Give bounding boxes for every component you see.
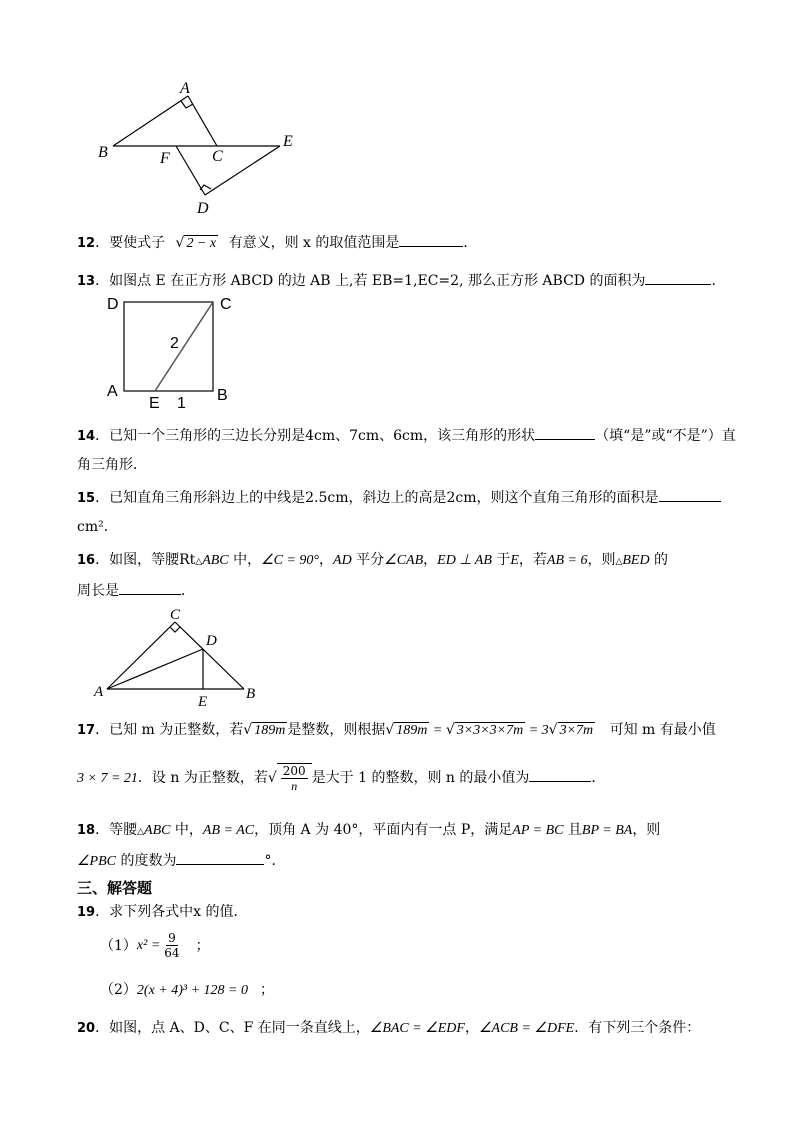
q18-math: BP = BA <box>581 823 633 838</box>
q16-text: 平分 <box>351 552 385 568</box>
question-18 <box>77 820 660 842</box>
q12-text: ．要使式子 <box>95 235 166 251</box>
question-19-part1 <box>100 931 210 960</box>
q14-text-3: 角三角形． <box>77 457 147 473</box>
question-15-line2 <box>77 517 118 537</box>
q17-math: = 3 <box>525 723 549 738</box>
question-14 <box>77 425 736 447</box>
answer-blank[interactable] <box>119 580 181 595</box>
question-number: 17 <box>77 723 96 738</box>
part-label: （2） <box>100 982 137 998</box>
question-17 <box>77 720 716 741</box>
figure-q13 <box>100 292 240 414</box>
q16-math: BED <box>622 553 650 568</box>
q18-math: ∠PBC <box>77 854 116 869</box>
section-heading: 三、解答题 <box>77 879 153 897</box>
q12-radical: √ 2 − x <box>175 235 217 251</box>
q16-text: ， <box>423 552 438 568</box>
fig16-label-d: D <box>206 633 217 649</box>
q17-radical: √ 189m <box>243 722 286 738</box>
question-18-line2 <box>77 850 285 872</box>
fig13-label-d: D <box>107 296 119 313</box>
question-16 <box>77 550 668 572</box>
q17-radical: √ 189m <box>385 722 428 738</box>
q18-text: ．等腰 <box>95 822 138 838</box>
q15-text: ．已知直角三角形斜边上的中线是2.5cm，斜边上的高是2cm，则这个直角三角形的面积是 <box>95 490 659 506</box>
fig16-label-a: A <box>94 684 104 700</box>
fig11-label-c: C <box>212 148 223 165</box>
question-14-line2 <box>77 455 147 475</box>
q17-radical: √ 3×3×3×7m <box>445 722 524 738</box>
q17-radicand: 3×7m <box>559 723 594 738</box>
question-number: 16 <box>77 553 96 568</box>
fig11-label-d: D <box>197 200 209 217</box>
q20-text: ．如图，点 A、D、C、F 在同一条直线上， <box>95 1020 370 1036</box>
triangle-symbol: △ <box>137 827 145 837</box>
q18-math: AP = BC <box>512 823 564 838</box>
fig16-label-e: E <box>198 694 208 710</box>
fig11-label-f: F <box>160 150 170 167</box>
q20-math: ∠ACB = ∠DFE <box>478 1021 575 1036</box>
q16-text: ， <box>319 552 334 568</box>
q19-frac-denominator: 64 <box>164 946 180 960</box>
answer-blank[interactable] <box>529 767 591 782</box>
question-number: 12 <box>77 236 96 251</box>
q19-math: x² = <box>136 937 161 953</box>
q15-unit: cm²． <box>77 519 118 535</box>
q17-radical-fraction: √ $\frac{200}{n}$ <box>268 763 312 793</box>
question-15 <box>77 487 721 509</box>
q16-math: ABC <box>202 553 229 568</box>
question-17-line2 <box>77 763 605 793</box>
q18-text: 的度数为 <box>116 853 177 869</box>
fig11-line-fd <box>176 146 205 195</box>
q17-radical: √ 3×7m <box>548 722 594 738</box>
fig13-label-c: C <box>220 296 232 313</box>
q12-text-2: 有意义，则 x 的取值范围是 <box>228 235 400 251</box>
q17-text: 可知 m 有最小值 <box>609 722 716 738</box>
question-12 <box>77 232 477 254</box>
q13-text: ．如图点 E 在正方形 ABCD 的边 AB 上,若 EB=1,EC=2, 那么正方形 ABCD 的面积为 <box>95 273 646 289</box>
question-number: 20 <box>77 1021 96 1036</box>
fig16-right-angle-c <box>170 627 180 632</box>
q19-text: ．求下列各式中x 的值． <box>95 904 248 920</box>
fig13-square <box>124 302 213 391</box>
fig11-label-e: E <box>283 133 293 150</box>
q18-text: 中， <box>170 822 203 838</box>
q12-end: ． <box>463 235 478 251</box>
question-13 <box>77 270 716 292</box>
fig13-label-e: E <box>149 395 160 412</box>
q18-text: ，则 <box>632 822 661 838</box>
q17-frac-denominator: n <box>291 779 298 793</box>
figure-q11 <box>90 75 310 220</box>
q16-text: 的 <box>649 552 669 568</box>
q16-text: 于 <box>491 552 511 568</box>
q20-math: ∠BAC = ∠EDF <box>369 1021 465 1036</box>
q16-math: ∠CAB <box>384 553 424 568</box>
q17-math: 3 × 7 = 21 <box>77 771 138 786</box>
question-number: 18 <box>77 823 96 838</box>
q17-text: 是整数，则根据 <box>287 722 386 738</box>
q17-text: ．设 n 为正整数，若 <box>137 770 268 786</box>
q17-end: ． <box>591 770 606 786</box>
question-16-line2 <box>77 580 195 601</box>
q17-text: ．已知 m 为正整数，若 <box>95 722 244 738</box>
q18-text: ，顶角 A 为 40°，平面内有一点 P，满足 <box>254 822 513 838</box>
fig16-label-b: B <box>246 686 256 702</box>
question-number: 19 <box>77 905 96 920</box>
q17-radicand: 189m <box>254 723 286 738</box>
figure-q16 <box>90 606 270 711</box>
q16-math: AD <box>333 553 352 568</box>
fig11-label-b: B <box>98 144 108 161</box>
q17-radicand: 3×3×3×7m <box>456 723 524 738</box>
q18-math: ABC <box>144 823 171 838</box>
answer-blank[interactable] <box>176 850 264 865</box>
q14-text: ．已知一个三角形的三边长分别是4cm、7cm、6cm，该三角形的形状 <box>95 428 536 444</box>
q16-math: AB = 6 <box>546 553 588 568</box>
answer-blank[interactable] <box>645 270 711 285</box>
question-19 <box>77 902 247 923</box>
q19-end: ； <box>260 982 274 998</box>
q17-math: = <box>429 723 446 738</box>
fig11-line-ba <box>113 96 188 146</box>
q18-math: AB = AC <box>202 823 255 838</box>
fig13-length-ec: 2 <box>170 335 179 352</box>
q20-text: ， <box>464 1020 479 1036</box>
q12-radicand: 2 − x <box>186 236 217 251</box>
q19-math: 2(x + 4)³ + 128 = 0 <box>136 983 248 998</box>
fig13-segment-ec <box>155 302 213 391</box>
q16-math: ED ⊥ AB <box>437 553 492 568</box>
q16-text: 周长是 <box>77 583 119 599</box>
q18-text: 且 <box>563 822 582 838</box>
fig11-label-a: A <box>180 80 190 97</box>
q16-end: ． <box>181 583 195 599</box>
triangle-symbol: △ <box>615 557 623 567</box>
fig13-label-b: B <box>217 387 228 404</box>
q16-math: ∠C = 90° <box>261 553 320 568</box>
q17-text: 是大于 1 的整数，则 n 的最小值为 <box>311 770 530 786</box>
q14-text-2: （填“是”或“不是”）直 <box>595 428 736 444</box>
triangle-symbol: △ <box>195 557 203 567</box>
answer-blank[interactable] <box>399 232 463 247</box>
q16-text: ，若 <box>518 552 547 568</box>
q16-math: E <box>510 553 519 568</box>
fig13-label-a: A <box>107 383 118 400</box>
question-number: 13 <box>77 274 96 289</box>
q16-text: ．如图，等腰Rt <box>95 552 196 568</box>
question-number: 15 <box>77 491 96 506</box>
fig16-line-ad <box>107 649 203 689</box>
q18-end: °． <box>264 853 286 869</box>
question-number: 14 <box>77 429 96 444</box>
q16-text: ，则 <box>587 552 616 568</box>
question-20 <box>77 1018 700 1039</box>
question-19-part2 <box>100 980 274 1001</box>
fig11-line-ac <box>188 96 217 146</box>
part-label: （1） <box>100 937 137 954</box>
q20-text: ．有下列三个条件： <box>574 1020 701 1036</box>
answer-blank[interactable] <box>659 487 721 502</box>
answer-blank[interactable] <box>535 425 595 440</box>
q19-end: ； <box>195 937 210 954</box>
q17-radicand: 189m <box>396 723 428 738</box>
q16-text: 中， <box>228 552 262 568</box>
fig13-length-eb: 1 <box>177 395 186 412</box>
q13-end: . <box>711 273 716 289</box>
fig16-label-c: C <box>170 607 181 623</box>
fig16-line-ac <box>107 622 175 689</box>
q19-frac-numerator: 9 <box>168 931 176 945</box>
q17-frac-numerator: 200 <box>282 764 306 778</box>
